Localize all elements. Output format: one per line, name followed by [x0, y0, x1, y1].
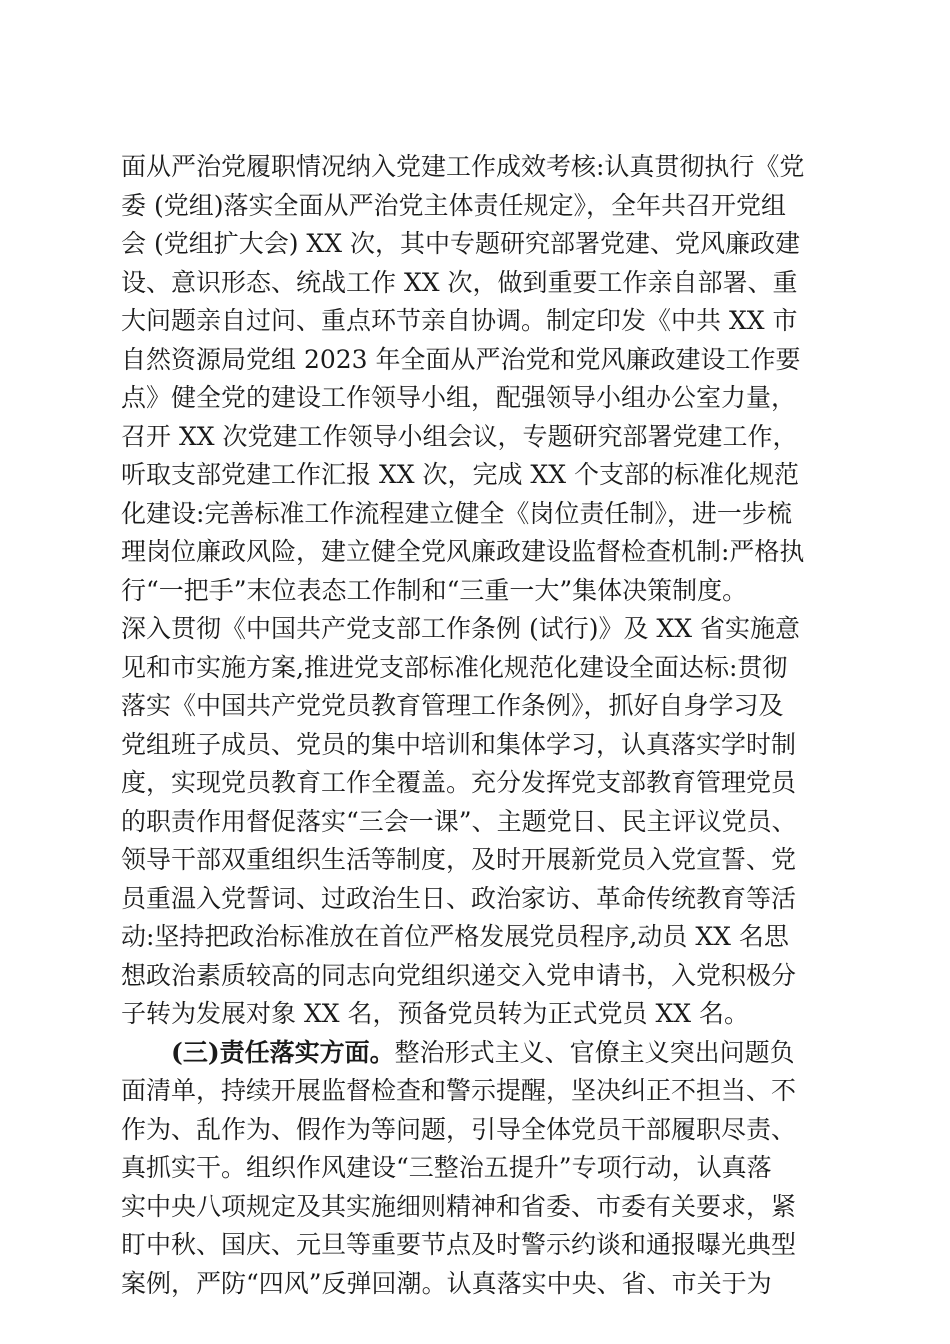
text-line: 党组班子成员、党员的集中培训和集体学习，认真落实学时制 [121, 729, 797, 759]
text-line: 深入贯彻《中国共产党支部工作条例 (试行)》及 XX 省实施意 [121, 614, 800, 643]
section-heading-line [121, 1034, 841, 1073]
text-line: 委 (党组)落实全面从严治党主体责任规定》，全年共召开党组 [121, 190, 786, 220]
text-line: 子转为发展对象 XX 名，预备党员转为正式党员 XX 名。 [121, 999, 749, 1028]
text-line: 行“一把手”末位表态工作制和“三重一大”集体决策制度。 [121, 575, 748, 605]
body-text [121, 148, 841, 1303]
text-line: 动:坚持把政治标准放在首位严格发展党员程序,动员 XX 名思 [121, 922, 789, 951]
text-line: 大问题亲自过问、重点环节亲自协调。制定印发《中共 XX 市 [121, 306, 798, 335]
text-line: 设、意识形态、统战工作 XX 次，做到重要工作亲自部署、重 [121, 267, 798, 297]
text-line: 自然资源局党组 2023 年全面从严治党和党风廉政建设工作要 [121, 344, 801, 374]
text-line: 盯中秋、国庆、元旦等重要节点及时警示约谈和通报曝光典型 [121, 1230, 797, 1259]
text-line: 度，实现党员教育工作全覆盖。充分发挥党支部教育管理党员 [121, 768, 797, 797]
text-line: 作为、乱作为、假作为等问题，引导全体党员干部履职尽责、 [121, 1114, 797, 1144]
section-heading: (三)责任落实方面。 [171, 1037, 395, 1067]
text-line: 召开 XX 次党建工作领导小组会议，专题研究部署党建工作， [121, 421, 798, 451]
text-line: 听取支部党建工作汇报 XX 次，完成 XX 个支部的标准化规范 [121, 460, 799, 489]
text-line: 点》健全党的建设工作领导小组，配强领导小组办公室力量， [121, 383, 797, 412]
text-line: 真抓实干。组织作风建设“三整治五提升”专项行动，认真落 [121, 1153, 772, 1182]
text-line: 面从严治党履职情况纳入党建工作成效考核:认真贯彻执行《党 [121, 152, 805, 181]
text-line: 面清单，持续开展监督检查和警示提醒，坚决纠正不担当、不 [121, 1076, 797, 1105]
text-line: 领导干部双重组织生活等制度，及时开展新党员入党宣誓、党 [121, 845, 797, 874]
text-line: 实中央八项规定及其实施细则精神和省委、市委有关要求，紧 [121, 1191, 797, 1221]
text-line: 理岗位廉政风险，建立健全党风廉政建设监督检查机制:严格执 [121, 537, 805, 566]
text-line: 案例，严防“四风”反弹回潮。认真落实中央、省、市关于为 [121, 1268, 772, 1298]
text-line: 员重温入党誓词、过政治生日、政治家访、革命传统教育等活 [121, 883, 797, 913]
text-line: 落实《中国共产党党员教育管理工作条例》，抓好自身学习及 [121, 691, 784, 720]
text-line: 化建设:完善标准工作流程建立健全《岗位责任制》，进一步梳 [121, 498, 792, 528]
text-line: 会 (党组扩大会) XX 次，其中专题研究部署党建、党风廉政建 [121, 229, 800, 258]
text-line: 见和市实施方案,推进党支部标准化规范化建设全面达标:贯彻 [121, 652, 788, 682]
text-line: 的职责作用督促落实“三会一课”、主题党日、民主评议党员、 [121, 806, 797, 836]
section-heading-rest: 整治形式主义、官僚主义突出问题负 [394, 1037, 795, 1067]
text-line: 想政治素质较高的同志向党组织递交入党申请书，入党积极分 [121, 960, 797, 990]
